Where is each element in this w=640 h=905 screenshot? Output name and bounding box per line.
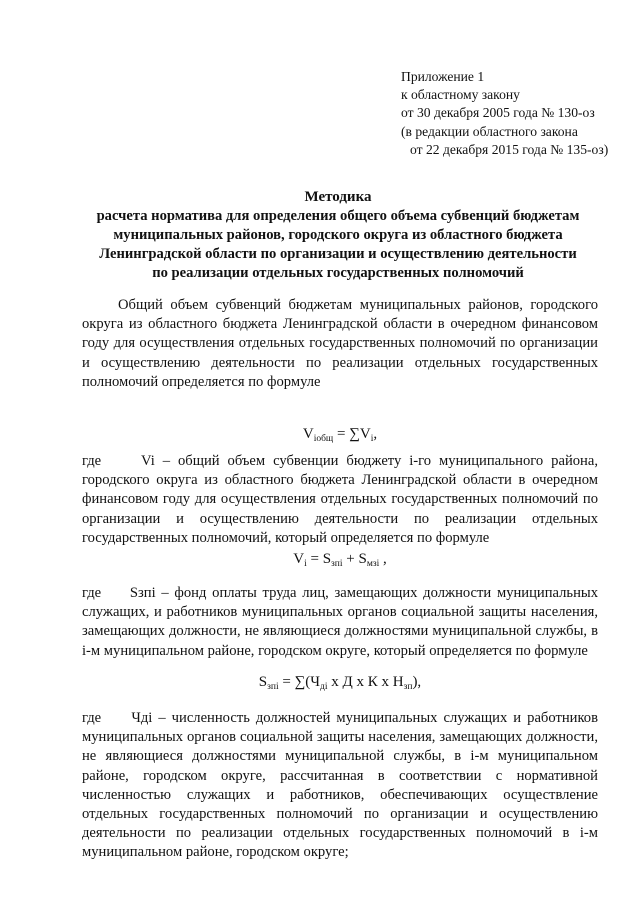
paragraph-4 <box>82 709 598 863</box>
annex-line-4: (в редакции областного закона <box>401 123 578 139</box>
f3-lhs: S <box>258 674 268 690</box>
f3-tail: ), <box>412 674 422 690</box>
title-line-3: Ленинградской области по организации и осуществлению деятельности <box>99 246 577 262</box>
f1-rhs-sub: i <box>370 434 374 444</box>
f1-lhs-sub: iобщ <box>313 434 334 444</box>
p4-lead: где <box>82 710 102 726</box>
document-title <box>60 188 616 283</box>
paragraph-1: Общий объем субвенций бюджетам муниципальных районов, городского округа из областного бюджета Ленинградской области в очередном финансовом году для осуществления отдельных государственных полномочий по организации и осуществлению деятельности по реализации отдельных государственных полномочий определяется по формуле <box>82 297 598 390</box>
f2-mid-sub: зпi <box>331 559 343 569</box>
title-line-1: расчета норматива для определения общего объема субвенций бюджетам <box>96 208 580 224</box>
f2-mid: = S <box>306 551 332 567</box>
p3-text: Sзпi – фонд оплаты труда лиц, замещающих должности муниципальных служащих, и работников муниципальных органов социальной защиты населения, замещающих должности, не являющиеся должностями муниципальной службы, в i-м муниципальном районе, городском округе, который определяется по формуле <box>82 585 598 659</box>
f3-a: = ∑(Ч <box>278 674 321 690</box>
f3-a-sub: дi <box>320 682 328 692</box>
annex-line-1: Приложение 1 <box>401 69 485 84</box>
title-line-2: муниципальных районов, городского округа из областного бюджета <box>113 227 563 243</box>
f2-tail: , <box>379 551 387 567</box>
title-word: Методика <box>304 189 372 205</box>
p4-text: Чдi – численность должностей муниципальных служащих и работников муниципальных органов социальной защиты населения, замещающих должности, не являющиеся должностями муниципальной службы, в i-м муниципальном районе, городском округе, рассчитанная в соответствии с нормативной численностью служащих и работников, обеспечивающих осуществление отдельных государственных полномочий по организации и осуществлению деятельности по реализации отдельных государственных полномочий в i-м муниципальном районе, городском округе; <box>82 710 598 861</box>
formula-1 <box>82 424 598 444</box>
formula-2 <box>82 549 598 569</box>
annex-header <box>401 68 608 159</box>
f2-lhs-sub: i <box>304 559 307 569</box>
annex-line-2: к областному закону <box>401 87 520 103</box>
p2-text: Vi – общий объем субвенции бюджету i-го муниципального района, городского округа из областного бюджета Ленинградской области в очередном финансовом году для осуществления отдельных государственных полномочий по организации и осуществлению деятельности по реализации отдельных государственных полномочий, который определяется по формуле <box>82 453 598 546</box>
p2-lead: где <box>82 453 102 469</box>
annex-line-5: от 22 декабря 2015 года № 135-оз) <box>410 141 609 157</box>
annex-line-3: от 30 декабря 2005 года № 130-оз <box>401 105 595 121</box>
p3-lead: где <box>82 585 102 601</box>
paragraph-2 <box>82 452 598 548</box>
paragraph-3 <box>82 584 598 661</box>
f1-tail: , <box>373 426 378 442</box>
f2-plus: + S <box>342 551 367 567</box>
f3-b-sub: зп <box>403 682 413 692</box>
formula-3 <box>82 672 598 692</box>
f1-lhs: V <box>302 426 314 442</box>
title-line-4: по реализации отдельных государственных полномочий <box>152 265 524 281</box>
f1-rhs: = ∑V <box>333 426 371 442</box>
f3-lhs-sub: зпi <box>267 682 279 692</box>
f2-plus-sub: мзi <box>366 559 380 569</box>
f2-lhs: V <box>293 551 305 567</box>
f3-b: х Д х К х Н <box>327 674 404 690</box>
